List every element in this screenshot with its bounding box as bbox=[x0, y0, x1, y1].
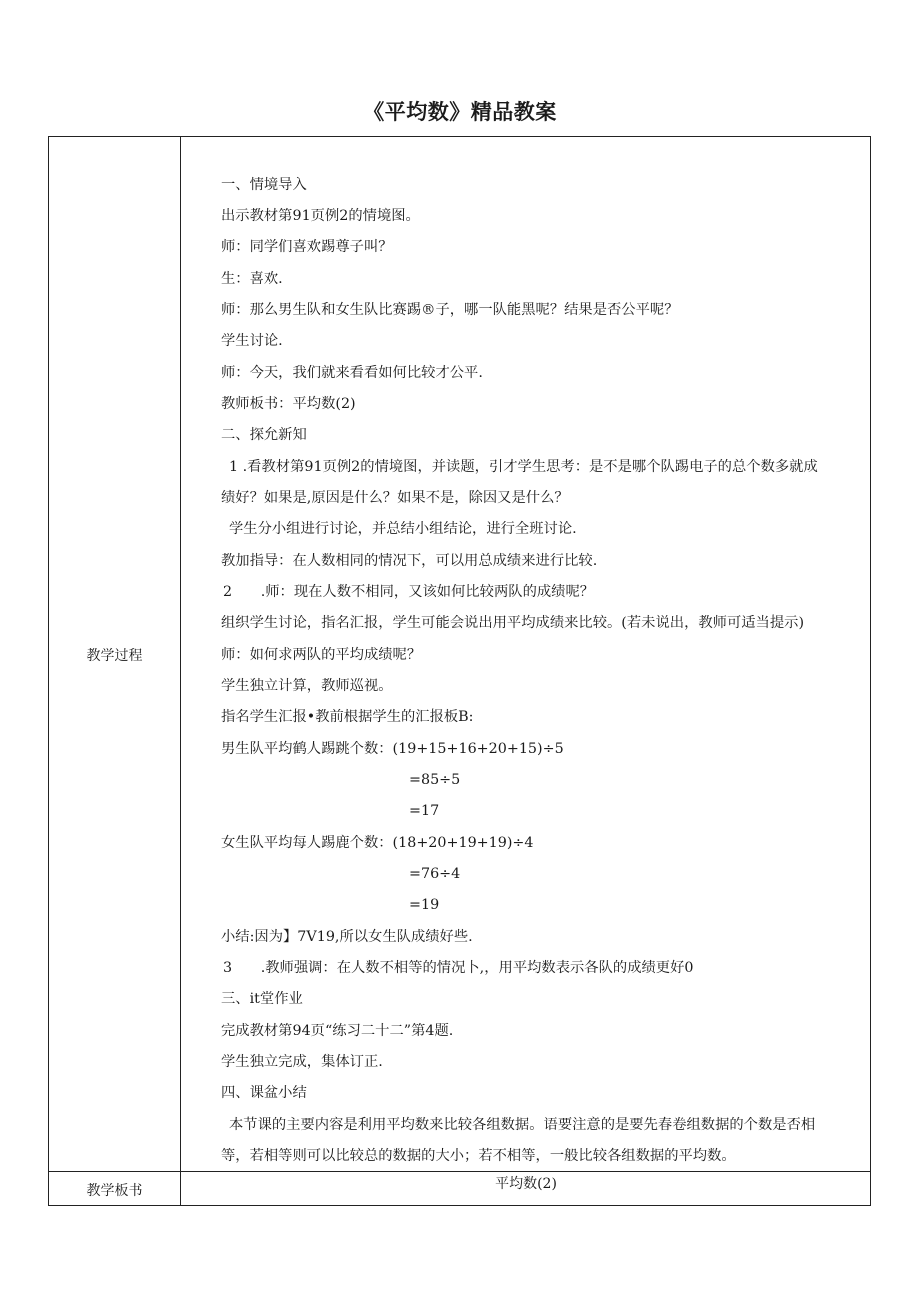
text-line: 小结:因为】7V19,所以女生队成绩好些. bbox=[221, 929, 473, 945]
text-line: 学生独立完成，集体订正. bbox=[221, 1054, 383, 1070]
text-line: 出示教材第91页例2的情境图。 bbox=[221, 208, 420, 224]
formula-line: =19 bbox=[409, 897, 440, 913]
teaching-process-label: 教学过程 bbox=[86, 648, 143, 664]
document-title: 《平均数》精品教案 bbox=[363, 100, 557, 124]
section-heading: 四、课盆小结 bbox=[221, 1085, 307, 1101]
text-line: 指名学生汇报•教前根据学生的汇报板B: bbox=[221, 709, 474, 725]
text-line: 3 .教师强调：在人数不相等的情况卜,，用平均数表示各队的成绩更好0 bbox=[223, 960, 694, 976]
text-line: 师：如何求两队的平均成绩呢？ bbox=[221, 647, 422, 663]
formula-line: 女生队平均每人踢鹿个数：(18+20+19+19)÷4 bbox=[221, 835, 534, 851]
text-line: 学生讨论. bbox=[221, 333, 283, 349]
text-line: 教师板书：平均数(2) bbox=[221, 396, 356, 412]
column-divider bbox=[180, 137, 181, 1205]
formula-line: =76÷4 bbox=[409, 866, 461, 882]
lesson-table bbox=[48, 136, 871, 1206]
text-line: 2 .师：现在人数不相同，又该如何比较两队的成绩呢？ bbox=[223, 584, 595, 600]
section-heading: 一、情境导入 bbox=[221, 177, 307, 193]
row-divider bbox=[49, 1171, 870, 1172]
text-line: 师：今天，我们就来看看如何比较才公平. bbox=[221, 365, 483, 381]
text-line: 等，若相等则可以比较总的数据的大小；若不相等，一般比较各组数据的平均数。 bbox=[221, 1148, 736, 1164]
text-line: 师：那么男生队和女生队比赛踢®子，哪一队能黑呢？结果是否公平呢？ bbox=[221, 302, 679, 318]
section-heading: 三、it堂作业 bbox=[221, 991, 303, 1007]
formula-line: =85÷5 bbox=[409, 772, 461, 788]
text-line: 生：喜欢. bbox=[221, 271, 283, 287]
text-line: 本节课的主要内容是利用平均数来比较各组数据。语要注意的是要先春卷组数据的个数是否相 bbox=[229, 1117, 816, 1133]
formula-line: =17 bbox=[409, 803, 440, 819]
text-line: 绩好？如果是,原因是什么？如果不是，除因又是什么？ bbox=[221, 490, 569, 506]
section-heading: 二、探允新知 bbox=[221, 427, 307, 443]
text-line: 教加指导：在人数相同的情况下，可以用总成绩来进行比较. bbox=[221, 553, 598, 569]
text-line: 学生分小组进行讨论，并总结小组结论，进行全班讨论. bbox=[229, 521, 577, 537]
formula-line: 男生队平均鹤人踢跳个数：(19+15+16+20+15)÷5 bbox=[221, 741, 564, 757]
text-line: 1 .看教材第91页例2的情境图，并读题，引才学生思考：是不是哪个队踢电子的总个数多就成 bbox=[229, 459, 818, 475]
text-line: 完成教材第94页“练习二十二”第4题. bbox=[221, 1023, 454, 1039]
text-line: 学生独立计算，教师巡视。 bbox=[221, 678, 393, 694]
text-line: 师：同学们喜欢踢尊子叫？ bbox=[221, 239, 393, 255]
text-line: 组织学生讨论，指名汇报，学生可能会说出用平均成绩来比较。(若未说出，教师可适当提示) bbox=[221, 615, 805, 631]
board-writing-content: 平均数(2) bbox=[495, 1176, 557, 1192]
board-writing-label: 教学板书 bbox=[86, 1183, 143, 1199]
